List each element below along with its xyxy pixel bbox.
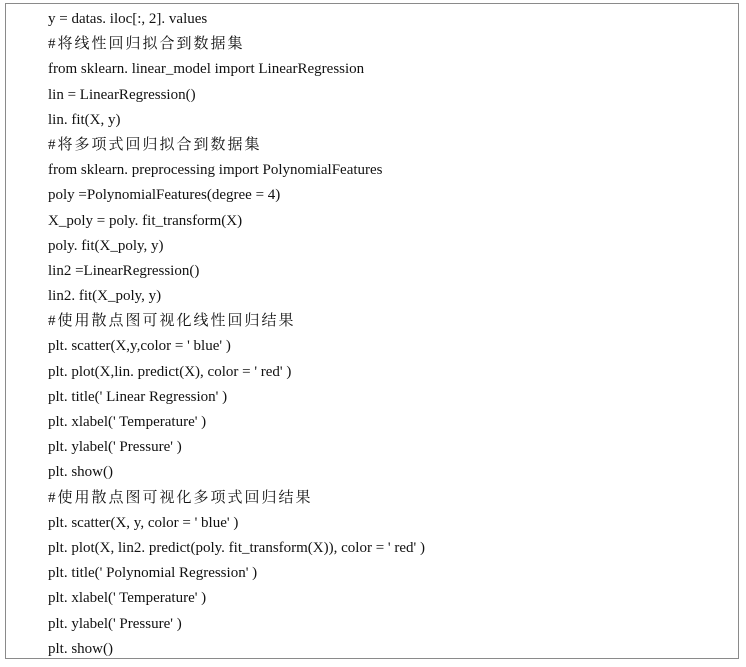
code-line: plt. ylabel(' Pressure' ) xyxy=(48,439,182,456)
code-line: plt. scatter(X, y, color = ' blue' ) xyxy=(48,514,239,531)
code-line: plt. plot(X,lin. predict(X), color = ' red' ) xyxy=(48,363,292,380)
code-line: plt. show() xyxy=(48,464,113,481)
code-line: plt. scatter(X,y,color = ' blue' ) xyxy=(48,338,231,355)
code-line: plt. title(' Linear Regression' ) xyxy=(48,388,228,405)
code-line: poly. fit(X_poly, y) xyxy=(48,237,164,254)
code-comment-line: #使用散点图可视化线性回归结果 xyxy=(48,313,296,330)
code-comment-line: #将多项式回归拟合到数据集 xyxy=(48,136,262,153)
code-line: plt. xlabel(' Temperature' ) xyxy=(48,590,207,607)
code-comment-line: #使用散点图可视化多项式回归结果 xyxy=(48,489,313,506)
code-line: plt. show() xyxy=(48,640,113,657)
code-line: from sklearn. preprocessing import PolynomialFeatures xyxy=(48,162,383,179)
code-comment-line: #将线性回归拟合到数据集 xyxy=(48,36,245,53)
code-line: plt. xlabel(' Temperature' ) xyxy=(48,414,207,430)
code-line: from sklearn. linear_model import LinearRegression xyxy=(48,61,365,78)
code-line: poly =PolynomialFeatures(degree = 4) xyxy=(48,187,281,204)
code-line: plt. plot(X, lin2. predict(poly. fit_transform(X)), color = ' red' ) xyxy=(48,539,425,556)
code-line: lin = LinearRegression() xyxy=(48,86,196,103)
code-line: plt. ylabel(' Pressure' ) xyxy=(48,615,182,632)
code-listing-box xyxy=(5,3,739,659)
code-line: X_poly = poly. fit_transform(X) xyxy=(48,212,243,229)
code-listing xyxy=(48,7,425,662)
code-line: lin2. fit(X_poly, y) xyxy=(48,288,162,305)
code-line: lin2 =LinearRegression() xyxy=(48,262,200,279)
code-line: lin. fit(X, y) xyxy=(48,111,121,128)
code-line: plt. title(' Polynomial Regression' ) xyxy=(48,565,258,582)
code-line: y = datas. iloc[:, 2]. values xyxy=(48,11,208,27)
